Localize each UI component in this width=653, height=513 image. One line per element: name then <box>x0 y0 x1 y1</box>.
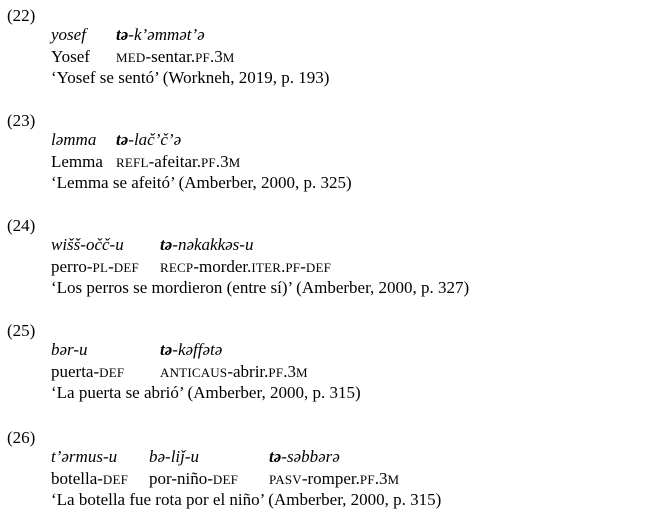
original-word: ləmma <box>51 130 97 149</box>
gloss-part: .3 <box>374 469 388 488</box>
example-number: (23) <box>7 111 36 130</box>
gloss-part: PF <box>200 155 216 170</box>
gloss-word <box>116 151 240 173</box>
gloss-part: RECP <box>160 260 194 275</box>
original-word <box>160 339 222 360</box>
gloss-part: -romper. <box>301 469 360 488</box>
free-translation: ‘La puerta se abrió’ (Amberber, 2000, p. 315) <box>51 383 361 402</box>
gloss-part: botella- <box>51 469 103 488</box>
prefix: tə <box>160 340 173 359</box>
stem: -lač’č’ə <box>128 130 182 149</box>
gloss-part: REFL <box>116 155 149 170</box>
example-number: (22) <box>7 6 36 25</box>
gloss-part: - <box>300 257 306 276</box>
gloss-part: -sentar. <box>145 47 196 66</box>
gloss-part: Yosef <box>51 47 90 66</box>
prefix: tə <box>160 235 173 254</box>
example-number: (24) <box>7 216 36 235</box>
gloss-part: -afeitar. <box>148 152 201 171</box>
gloss-part: -abrir. <box>227 362 269 381</box>
gloss-word <box>149 468 238 490</box>
stem: -kəffətə <box>172 340 223 359</box>
gloss-part: M <box>222 50 235 65</box>
gloss-part: DEF <box>99 365 125 380</box>
gloss-word <box>51 151 103 172</box>
gloss-part: . <box>281 257 286 276</box>
gloss-part: PL <box>92 260 109 275</box>
stem: -səbbərə <box>281 447 340 466</box>
prefix: tə <box>269 447 282 466</box>
gloss-part: puerta- <box>51 362 100 381</box>
original-word <box>160 234 253 255</box>
gloss-part: PF <box>285 260 301 275</box>
gloss-part: M <box>296 365 308 380</box>
gloss-part: PF <box>195 50 210 65</box>
original-word: bər-u <box>51 340 88 359</box>
gloss-word <box>51 256 139 278</box>
gloss-part: DEF <box>102 472 129 487</box>
gloss-part: .3 <box>283 362 297 381</box>
gloss-part: M <box>387 472 400 487</box>
example-number: (26) <box>7 428 36 447</box>
stem: -nəkakkəs-u <box>172 235 254 254</box>
free-translation: ‘Yosef se sentó’ (Workneh, 2019, p. 193) <box>51 68 330 87</box>
gloss-part: M <box>228 155 241 170</box>
original-word <box>269 446 340 467</box>
gloss-part: ANTICAUS <box>160 365 228 380</box>
original-word <box>116 24 205 45</box>
gloss-part: MED <box>116 50 146 65</box>
original-word: wišš-očč-u <box>51 235 124 254</box>
original-word: bə-liǰ-u <box>149 447 200 466</box>
gloss-part: PF <box>359 472 375 487</box>
gloss-word <box>51 468 128 490</box>
prefix: tə <box>116 130 129 149</box>
gloss-part: perro- <box>51 257 93 276</box>
gloss-part: ITER <box>251 260 282 275</box>
original-word: t’ərmus-u <box>51 447 118 466</box>
gloss-word <box>269 468 399 490</box>
original-word: yosef <box>51 25 86 44</box>
gloss-word <box>160 256 331 278</box>
gloss-part: DEF <box>113 260 139 275</box>
example-number: (25) <box>7 321 36 340</box>
gloss-word <box>51 46 90 67</box>
gloss-word <box>51 361 124 383</box>
gloss-part: PF <box>268 365 284 380</box>
gloss-word <box>116 46 234 68</box>
gloss-word <box>160 361 308 383</box>
free-translation: ‘Los perros se mordieron (entre sí)’ (Amberber, 2000, p. 327) <box>51 278 470 297</box>
gloss-part: -morder. <box>193 257 252 276</box>
stem: -k’əmmət’ə <box>128 25 205 44</box>
free-translation: ‘Lemma se afeitó’ (Amberber, 2000, p. 325) <box>51 173 352 192</box>
gloss-part: DEF <box>212 472 239 487</box>
gloss-part: por-niño- <box>149 469 213 488</box>
original-word <box>116 129 181 150</box>
gloss-part: PASV <box>269 472 302 487</box>
gloss-part: Lemma <box>51 152 103 171</box>
gloss-part: .3 <box>215 152 229 171</box>
free-translation: ‘La botella fue rota por el niño’ (Amberber, 2000, p. 315) <box>51 490 442 509</box>
gloss-part: - <box>108 257 114 276</box>
gloss-part: .3 <box>209 47 223 66</box>
prefix: tə <box>116 25 129 44</box>
gloss-part: DEF <box>305 260 332 275</box>
